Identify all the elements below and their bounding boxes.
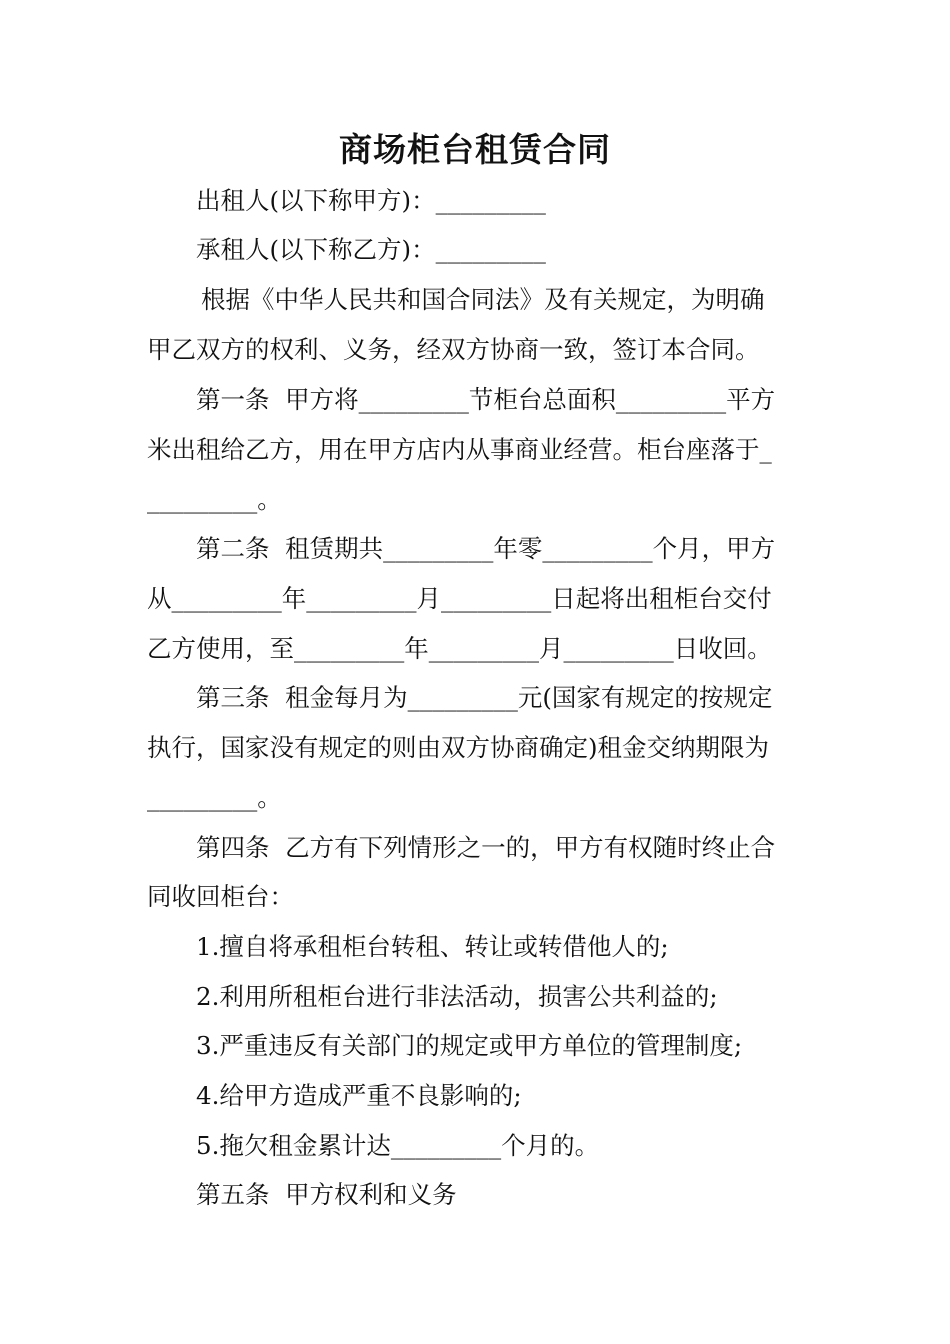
article-4-line-1: 第四条 乙方有下列情形之一的，甲方有权随时终止合 [196,833,776,862]
preamble-line-1: 根据《中华人民共和国合同法》及有关规定，为明确 [201,285,765,314]
preamble-line-2: 甲乙双方的权利、义务，经双方协商一致，签订本合同。 [147,335,760,364]
article-4-line-2: 同收回柜台： [147,882,294,911]
article-3-line-3: _________。 [147,783,282,812]
lessor-line: 出租人(以下称甲方)：_________ [196,186,546,215]
article-3-line-1: 第三条 租金每月为_________元(国家有规定的按规定 [196,683,773,712]
lessee-line: 承租人(以下称乙方)：_________ [196,235,546,264]
list-item-1: 1.擅自将承租柜台转租、转让或转借他人的; [196,932,669,961]
article-3-line-2: 执行，国家没有规定的则由双方协商确定)租金交纳期限为 [147,733,770,762]
article-1-line-3: _________。 [147,485,282,514]
article-1-line-2: 米出租给乙方，用在甲方店内从事商业经营。柜台座落于_ [147,435,772,464]
list-item-3: 3.严重违反有关部门的规定或甲方单位的管理制度; [196,1031,743,1060]
document-title: 商场柜台租赁合同 [339,130,611,169]
list-item-4: 4.给甲方造成严重不良影响的; [196,1081,522,1110]
article-2-line-3: 乙方使用，至_________年_________月_________日收回。 [147,634,772,663]
article-2-line-1: 第二条 租赁期共_________年零_________个月，甲方 [196,534,776,563]
list-item-2: 2.利用所租柜台进行非法活动，损害公共利益的; [196,982,718,1011]
article-1-line-1: 第一条 甲方将_________节柜台总面积_________平方 [196,385,776,414]
article-5-heading: 第五条 甲方权利和义务 [196,1180,457,1209]
article-2-line-2: 从_________年_________月_________日起将出租柜台交付 [147,584,772,613]
list-item-5: 5.拖欠租金累计达_________个月的。 [196,1131,600,1160]
